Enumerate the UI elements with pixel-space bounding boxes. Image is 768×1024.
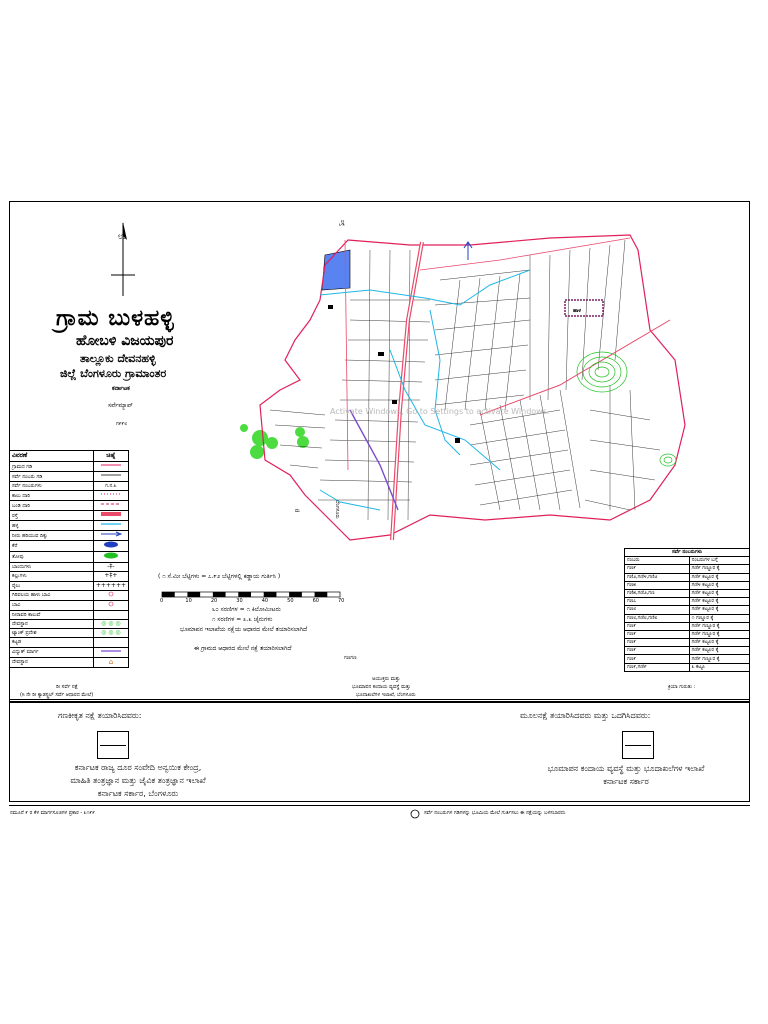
legend-symbol-line-black — [93, 472, 128, 482]
survey-table-head-2: ನಂಬರುಗಳ ಬಗ್ಗೆ — [689, 557, 749, 565]
survey-cell: ಗಣ೯ — [625, 622, 690, 630]
legend-row — [10, 563, 129, 572]
district-title: ಜಿಲ್ಲೆ ಬೆಂಗಳೂರು ಗ್ರಾಮಾಂತರ — [60, 367, 167, 380]
scale-ticks — [158, 598, 344, 606]
scale-date: ಗಣಗಣ — [344, 655, 357, 661]
footer-right-head: ಮೂಲನಕ್ಷೆ ತಯಾರಿಸಿದವರು ಮತ್ತು ಒದಗಿಸಿದವರು: — [520, 711, 651, 720]
scale-tick-label: 60 — [312, 598, 319, 604]
legend-row — [10, 619, 129, 628]
scale-segment — [315, 592, 328, 597]
grove-left — [240, 424, 309, 459]
survey-cell: ಗಣ೮,ಗಣಿ೮,ಗಣಿ೮ — [625, 614, 690, 622]
map-label-road-left: ಬೆಂಗಳೂರು — [334, 500, 340, 519]
survey-title: ಸರ್ವೆಮ್ಯಾಪ್ — [108, 402, 133, 409]
legend-label: ಬಂಡಿ ದಾರಿ — [10, 501, 94, 511]
scale-segment — [264, 592, 277, 597]
temple-plot — [565, 300, 603, 316]
main-road — [392, 242, 422, 540]
legend-symbol-dots-red — [93, 491, 128, 501]
footer-bottom-right: ಸರ್ವೆ ನಂಬರುಗಳ ಗಡಿಗಳನ್ನು ಭೂಮಿಯ ಮೇಲೆ ಗುರ್ತಿಸಲು ಈ ನಕ್ಷೆಯನ್ನು ಬಳಸಬಾರದು — [424, 810, 566, 816]
survey-cell: ಗಣ೫ — [625, 581, 690, 589]
footer-left-head: ಗಣಕೀಕೃತ ನಕ್ಷೆ ತಯಾರಿಸಿದವರು: — [58, 711, 142, 720]
legend-row — [10, 590, 129, 600]
legend-label: ಕಟ್ಟಡ — [10, 638, 94, 647]
scale-line-2: ೧ ಸರಣಿಗಳ = ೩.೩ ಚೈನುಗಳು — [212, 616, 273, 623]
left-stamp-box — [97, 731, 129, 759]
legend-label: ನೀರು ಹರಿಯುವ ದಿಕ್ಕು — [10, 531, 94, 541]
streams — [320, 270, 530, 510]
survey-row — [625, 598, 750, 606]
legend-label: ಗಿರಿವಲಯ ಹಾಳು ಬಾವಿ — [10, 590, 94, 600]
legend-symbol-none — [93, 638, 128, 647]
survey-cell: ಗಣ೯ — [625, 565, 690, 573]
legend-row — [10, 572, 129, 581]
survey-cell: ಗಣ೯ — [625, 630, 690, 638]
survey-cell: ಗಣ೯ — [625, 647, 690, 655]
legend-label: ಕಲ್ಲುಗಳು — [10, 572, 94, 581]
legend-row — [10, 600, 129, 610]
legend-row — [10, 521, 129, 531]
legend-row — [10, 552, 129, 563]
circle-icon — [410, 809, 420, 819]
survey-cell: ಗಣ೯,ಗಣಿ೯ — [625, 663, 690, 671]
survey-cell: ಗಣಿ೯ ಕಟ್ಟೂರ ಕ್ಕೆ — [689, 573, 749, 581]
survey-cell: ಗಣ೯ — [625, 639, 690, 647]
legend-row — [10, 462, 129, 472]
survey-cell: ಗಣಿ೯ ಗಣ್ಣೂರ ಕ್ಕೆ — [689, 622, 749, 630]
survey-row — [625, 622, 750, 630]
scale-tick-label: 30 — [236, 598, 243, 604]
scale-segment — [238, 592, 251, 597]
legend-label: ಬಾವಿ — [10, 600, 94, 610]
survey-row — [625, 614, 750, 622]
sign-left-2: (ಸಿ ನೇ ರೀ ಕ್ಯಾಡಸ್ಟ್ರಲ್ ಸರ್ವೆ ಆಧಾರದ ಮೇಲೆ) — [20, 692, 94, 698]
survey-cell: ಗಣಿ೯ ಕಟ್ಟೂರ ಕ್ಕೆ — [689, 606, 749, 614]
legend-row — [10, 491, 129, 501]
legend-row — [10, 581, 129, 590]
north-label: ಉ — [118, 232, 127, 242]
legend-symbol-dash-red — [93, 501, 128, 511]
legend-row — [10, 482, 129, 491]
legend-row — [10, 531, 129, 541]
scale-segment — [162, 592, 175, 597]
legend-symbol-line-blue — [93, 521, 128, 531]
survey-row — [625, 647, 750, 655]
footer-left-2: ಮಾಹಿತಿ ತಂತ್ರಜ್ಞಾನ ಮತ್ತು ಜೈವಿಕ ತಂತ್ರಜ್ಞಾನ ಇಲಾಖೆ — [70, 776, 206, 785]
legend-row — [10, 657, 129, 667]
legend-symbol-line-violet — [93, 647, 128, 657]
legend-row — [10, 511, 129, 521]
legend-label: ಕೆರೆ — [10, 541, 94, 552]
map-label-plot: ಮ — [295, 508, 300, 514]
sign-left-1: ರೀ ಸರ್ವೆ ನಕ್ಷೆ — [56, 684, 78, 690]
survey-cell: ಗಣಿ೪ ಕಟ್ಟೂರ ಕ್ಕೆ — [689, 581, 749, 589]
footer-right-1: ಭೂಮಾಪನ ಕಂದಾಯ ವ್ಯವಸ್ಥೆ ಮತ್ತು ಭೂದಾಖಲೆಗಳ ಇಲಾಖೆ — [547, 764, 705, 773]
survey-table-head-1: ನಂಬರು — [625, 557, 690, 565]
legend-row — [10, 638, 129, 647]
scale-tick-label: 50 — [287, 598, 294, 604]
legend-symbol-rail: ++++++ — [93, 581, 128, 590]
survey-cell: ಗಣಿ೯ ಕಟ್ಟೂರ ಕ್ಕೆ — [689, 647, 749, 655]
sign-center-3: ಭೂದಾಖಲೆಗಳ ಇಲಾಖೆ, ಬೆಂಗಳೂರು — [356, 692, 416, 698]
scale-ratio: ( ೧ ಸೆ.ಮೀ ಬೆಟ್ಟಿಗಳು = ೭.೯೨ ಬೆಟ್ಟಿಗಳಲ್ಲಿ ಕಡ್ಡಾಯ ಗುರ್ತಿಸಿ ) — [158, 573, 281, 580]
scale-tick-label: 40 — [261, 598, 269, 604]
legend-label: ಬಾಂದುಗಳು — [10, 563, 94, 572]
legend-symbol-cross: -‡- — [93, 563, 128, 572]
legend-label: ಕಾಲು ದಾರಿ — [10, 491, 94, 501]
survey-row — [625, 589, 750, 597]
state-title: ಕರ್ನಾಟಕ — [112, 385, 130, 392]
north-arrow-icon — [105, 218, 141, 298]
legend-label: ಗ್ರಾಮದ ಗಡಿ — [10, 462, 94, 472]
legend-row — [10, 629, 129, 638]
scale-segment — [213, 592, 226, 597]
legend-row — [10, 501, 129, 511]
survey-cell: ಗಣಿ೫,ಗಣಿ೨,ಗಣ — [625, 589, 690, 597]
legend-label: ವಿದ್ಯುತ್ ಮಾರ್ಗ — [10, 647, 94, 657]
legend-header-symbol: ಚಿಹ್ನೆ — [93, 451, 128, 462]
legend-row — [10, 541, 129, 552]
survey-row — [625, 581, 750, 589]
legend-label: ತೋಪು — [10, 552, 94, 563]
legend-label: ದೇವಸ್ಥಾನ — [10, 657, 94, 667]
survey-note: ಕ್ರಿಯಾ ಗುರುತು : — [668, 684, 696, 690]
survey-row — [625, 606, 750, 614]
legend-symbol-blob-blue — [93, 541, 128, 552]
survey-cell: ಗಣಿ೯ ಗಣ್ಣೂರ ಕ್ಕೆ — [689, 655, 749, 663]
footer-bottom-left: ನಮೂನೆ ೯ ರ ಕೆಳ ಮಾರ್ಗಸೂಚಿಗಳ ಪ್ರಕಾರ - ೩೧೯೯ — [10, 810, 95, 816]
scale-line-1: ೬೦ ಸರಣಿಗಳ = ೧ ಕಿಲೋಮೀಟರು — [212, 606, 281, 613]
survey-cell: ೩ ಕಟ್ಟೂ — [689, 663, 749, 671]
legend-label: ಸರ್ವೆ ನಂಬರುಗಳು — [10, 482, 94, 491]
legend-symbol-circle-red — [93, 590, 128, 600]
map-label-hali: ಹಾಳ — [573, 308, 581, 314]
survey-row — [625, 639, 750, 647]
scale-tick-label: 10 — [185, 598, 192, 604]
legend-symbol-band-red — [93, 511, 128, 521]
survey-row — [625, 573, 750, 581]
legend-label: ಹಳ್ಳ — [10, 521, 94, 531]
survey-row — [625, 663, 750, 671]
survey-cell: ಗಣಿ೯ ಗಣ್ಣೂರ ಕ್ಕೆ — [689, 630, 749, 638]
survey-row — [625, 630, 750, 638]
survey-cell: ಗಣ೯ — [625, 655, 690, 663]
survey-row — [625, 655, 750, 663]
hill-contours — [577, 352, 676, 466]
survey-cell: ಗಣ೭ — [625, 598, 690, 606]
village-title: ಗ್ರಾಮ ಬುಳಹಳ್ಳಿ — [56, 306, 175, 331]
legend-row — [10, 647, 129, 657]
footer-right-2: ಕರ್ನಾಟಕ ಸರ್ಕಾರ — [603, 777, 649, 786]
power-line — [350, 410, 398, 510]
survey-cell: ಗಣಿ೯ ಕಟ್ಟೂರ ಕ್ಕೆ — [689, 598, 749, 606]
legend-symbol-none — [93, 610, 128, 619]
legend-symbol-temple: ⌂ — [93, 657, 128, 667]
legend-label: ರಸ್ತೆ — [10, 511, 94, 521]
legend-symbol-line-red — [93, 462, 128, 472]
survey-cell: ಗಣ೮ — [625, 606, 690, 614]
survey-row — [625, 565, 750, 573]
scale-segment — [289, 592, 302, 597]
survey-cell: ಗಣಿ೯ ಕಟ್ಟೂರ ಕ್ಕೆ — [689, 589, 749, 597]
survey-table — [624, 548, 750, 672]
legend-symbol-green-dots: ◎ ◎ ◎ — [93, 619, 128, 628]
legend-symbol-circle-red — [93, 600, 128, 610]
scale-line-4: ಈ ಗ್ರಾಮದ ಆಧಾರದ ಮೇಲೆ ನಕ್ಷೆ ತಯಾರಿಸಲಾಗಿದೆ — [194, 645, 292, 652]
legend-symbol-green-dots: ◎ ◎ ◎ — [93, 629, 128, 638]
legend-header-description: ವಿವರಣೆ — [10, 451, 94, 462]
sign-center-2: ಭೂಮಾಪನ ಕಂದಾಯ ವ್ಯವಸ್ಥೆ ಮತ್ತು — [352, 684, 411, 690]
village-map — [230, 210, 710, 545]
legend-label: ಟ್ಯಾಂಕ್ ಪ್ರದೇಶ — [10, 629, 94, 638]
legend-label: ದೇವಸ್ಥಾನ — [10, 619, 94, 628]
legend-row — [10, 472, 129, 482]
legend-symbol-text-gn: ಗ.ನ.೩ — [93, 482, 128, 491]
footer-left-1: ಕರ್ನಾಟಕ ರಾಜ್ಯ ದೂರ ಸಂವೇದಿ ಅನ್ವಯಿಕ ಕೇಂದ್ರ, — [74, 763, 202, 772]
legend-symbol-blob-green — [93, 552, 128, 563]
scale-segment — [187, 592, 200, 597]
watermark-text: Activate Windows, Go to Settings to activate Windows. — [330, 407, 550, 416]
survey-table-title: ಸರ್ವೆ ನಂಬರುಗಳು — [625, 549, 750, 557]
legend-label: ರೈಲು — [10, 581, 94, 590]
hobli-title: ಹೋಬಳಿ ವಿಜಯಪುರ — [76, 333, 174, 349]
district-road — [480, 320, 670, 415]
legend-symbol-plus: +‡+ — [93, 572, 128, 581]
scale-line-3: ಭೂಮಾಪನ ಇಲಾಖೆಯ ನಕ್ಷೆಯ ಆಧಾರದ ಮೇಲೆ ತಯಾರಿಸಲಾಗಿದೆ — [180, 626, 308, 633]
legend-table — [9, 450, 129, 668]
legend-label: ಸರ್ವೆ ನಂಬರು ಗಡಿ — [10, 472, 94, 482]
map-label-road-right: ರಸ್ತೆ — [339, 220, 345, 226]
legend-label: ನೀರಾವರಿ ಕಾಲುವೆ — [10, 610, 94, 619]
scale-tick-label: 70 — [338, 598, 345, 604]
footer-left-3: ಕರ್ನಾಟಕ ಸರ್ಕಾರ, ಬೆಂಗಳೂರು — [97, 789, 179, 798]
survey-cell: ೧ ಗಣ್ಣೂರ ಕ್ಕೆ — [689, 614, 749, 622]
legend-row — [10, 610, 129, 619]
survey-cell: ಗಣಿ೯ ಕಟ್ಟೂರ ಕ್ಕೆ — [689, 639, 749, 647]
right-stamp-box — [622, 731, 654, 759]
scale-tick-label: 0 — [160, 598, 164, 604]
map-code: ಗ೯೯೮ — [116, 421, 128, 427]
legend-symbol-arrow-blue — [93, 531, 128, 541]
survey-cell: ಗಣಿ೯ ಗಣ್ಣೂರ ಕ್ಕೆ — [689, 565, 749, 573]
sign-center-1: ಅಯುಕ್ತರು ಮತ್ತು — [372, 676, 401, 682]
survey-cell: ಗಣಿ೨,ಗಣಿ೪,ಗಣಿ೨ — [625, 573, 690, 581]
scale-tick-label: 20 — [210, 598, 218, 604]
taluk-title: ತಾಲ್ಲೂಕು ದೇವನಹಳ್ಳಿ — [80, 352, 156, 365]
